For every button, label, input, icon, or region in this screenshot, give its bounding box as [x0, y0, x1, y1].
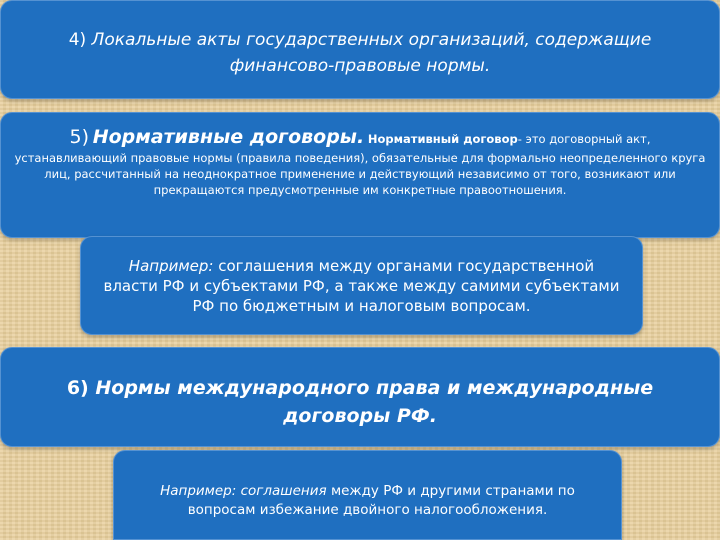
example-agreements-text	[101, 256, 622, 316]
international-law-text	[31, 374, 689, 430]
local-acts-text	[61, 27, 659, 79]
item-number: 5)	[69, 126, 90, 148]
normative-contracts-heading: Нормативные договоры.	[92, 126, 365, 148]
normative-contract-term: Нормативный договор	[367, 132, 518, 146]
normative-contract-definition: - это договорный акт, устанавливающий правовые нормы (правила поведения), обязательные для формально неопределенного круга лиц, рассчитанный на неоднократное применение и действующий независимо от того, возникают или прекращаются предусмотренные им конкретные правоотношения.	[14, 132, 706, 197]
item-number: 4)	[68, 30, 87, 50]
example-box-agreements	[80, 236, 643, 335]
international-law-title: Нормы международного права и международные договоры РФ.	[95, 377, 654, 427]
example-lead: Например:	[128, 257, 214, 275]
example-lead: Например: соглашения	[160, 483, 327, 499]
example-agreements-body: соглашения между органами государственной власти РФ и субъектами РФ, а также между самими субъектами РФ по бюджетным и налоговым вопросам.	[103, 257, 620, 315]
international-law-box	[0, 347, 720, 447]
normative-contracts-text	[13, 124, 707, 198]
local-acts-box	[0, 0, 720, 99]
item-number: 6)	[66, 377, 89, 399]
normative-contracts-box	[0, 112, 720, 238]
example-tax-treaties-body: между РФ и другими странами по вопросам избежание двойного налогообложения.	[187, 483, 575, 518]
local-acts-title: Локальные акты государственных организаций, содержащие финансово-правовые нормы.	[91, 30, 652, 76]
example-box-tax-treaties	[113, 450, 622, 540]
example-tax-treaties-text	[130, 482, 605, 520]
